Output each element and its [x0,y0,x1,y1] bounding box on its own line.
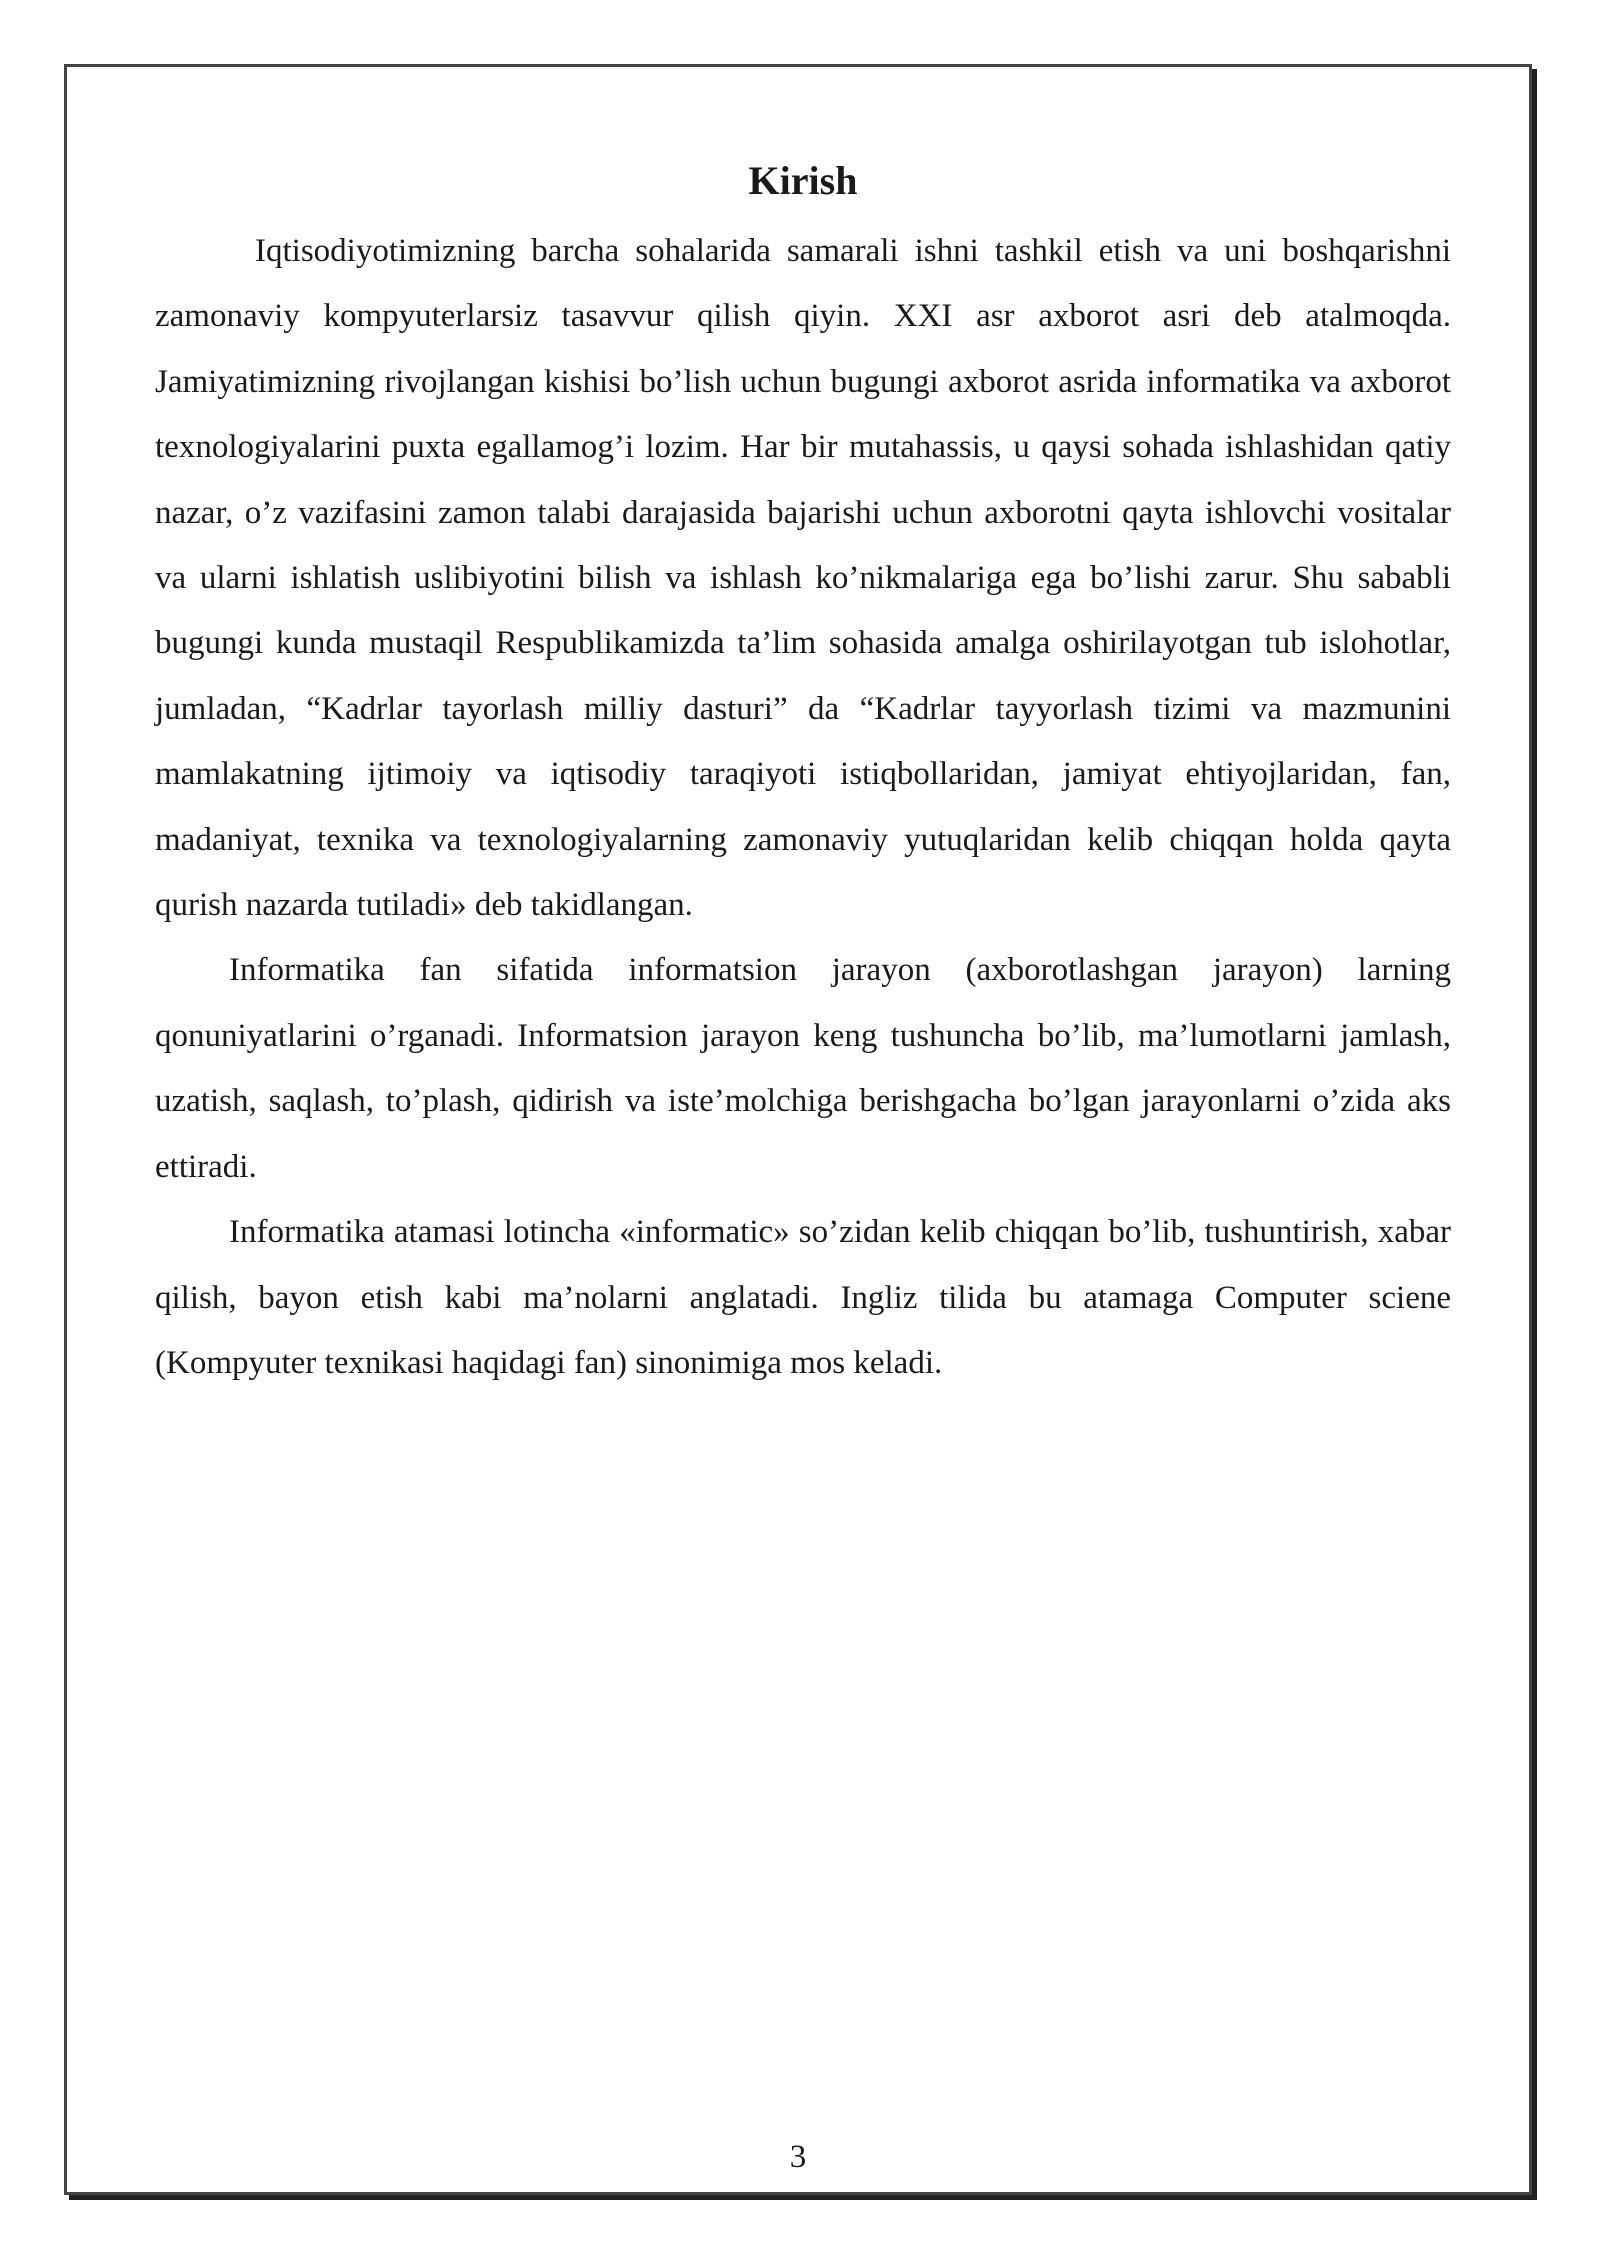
page-frame [64,64,1532,2195]
page-number: 3 [789,2139,807,2175]
paragraph-1: Iqtisodiyotimizning barcha sohalarida samarali ishni tashkil etish va uni boshqarishni zamonaviy kompyuterlarsiz tasavvur qilish qiyin. XXI asr axborot asri deb atalmoqda. Jamiyatimizning rivojlangan kishisi bo’lish uchun bugungi axborot asrida informatika va axborot texnologiyalarini puxta egallamog’i lozim. Har bir mutahassis, u qaysi sohada ishlashidan qatiy nazar, o’z vazifasini zamon talabi darajasida bajarishi uchun axborotni qayta ishlovchi vositalar va ularni ishlatish uslibiyotini bilish va ishlash ko’nikmalariga ega bo’lishi zarur. Shu sababli bugungi kunda mustaqil Respublikamizda ta’lim sohasida amalga oshirilayotgan tub islohotlar, jumladan, “Kadrlar tayorlash milliy dasturi” da “Kadrlar tayyorlash tizimi va mazmunini mamlakatning ijtimoiy va iqtisodiy taraqiyoti istiqbollaridan, jamiyat ehtiyojlaridan, fan, madaniyat, texnika va texnologiyalarning zamonaviy yutuqlaridan kelib chiqqan holda qayta qurish nazarda tutiladi» deb takidlangan. [155,233,1451,924]
page-title: Kirish [748,158,858,203]
page-content [155,151,1451,1396]
paragraph-2: Informatika fan sifatida informatsion jarayon (axborotlashgan jarayon) larning qonuniyatlarini o’rganadi. Informatsion jarayon keng tushuncha bo’lib, ma’lumotlarni jamlash, uzatish, saqlash, to’plash, qidirish va iste’molchiga berishgacha bo’lgan jarayonlarni o’zida aks ettiradi. [155,952,1451,1185]
paragraph-3: Informatika atamasi lotincha «informatic» so’zidan kelib chiqqan bo’lib, tushuntirish, xabar qilish, bayon etish kabi ma’nolarni anglatadi. Ingliz tilida bu atamaga Computer sciene (Kompyuter texnikasi haqidagi fan) sinonimiga mos keladi. [155,1214,1451,1381]
